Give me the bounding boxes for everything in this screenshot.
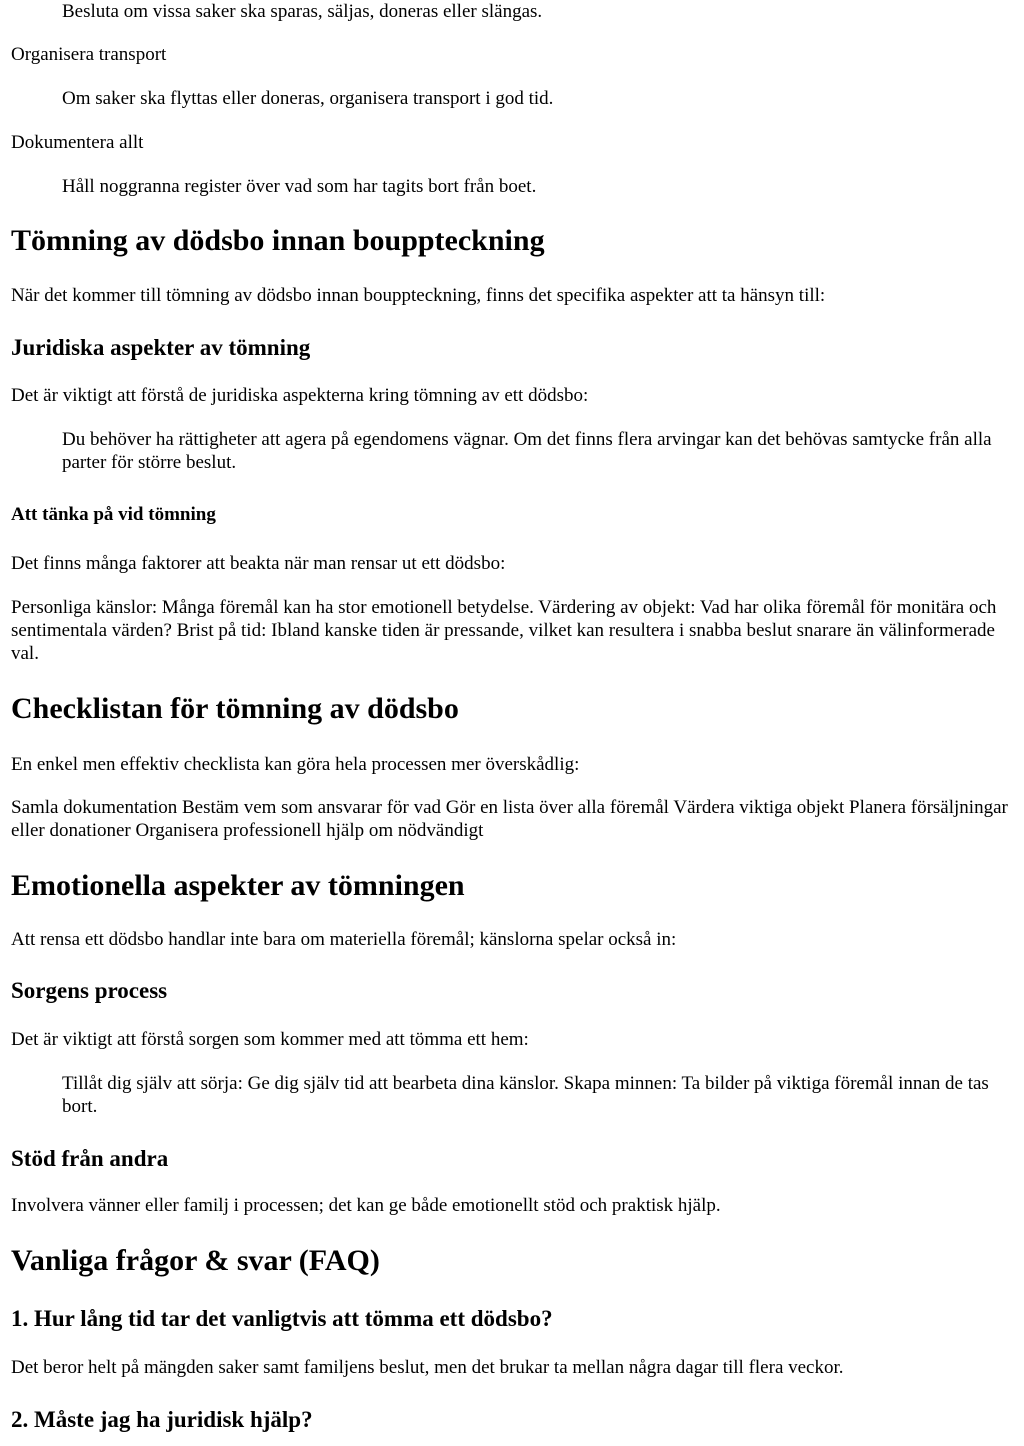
term-document: Dokumentera allt xyxy=(11,132,144,153)
paragraph-emotional-aspects: Att rensa ett dödsbo handlar inte bara om materiella föremål; känslorna spelar också in: xyxy=(11,929,677,950)
paragraph-grief-process: Det är viktigt att förstå sorgen som kommer med att tömma ett hem: xyxy=(11,1029,529,1050)
heading-faq: Vanliga frågor & svar (FAQ) xyxy=(11,1244,380,1277)
definition-sorting: Besluta om vissa saker ska sparas, säljas, doneras eller slängas. xyxy=(62,1,543,22)
faq-question-2: 2. Måste jag ha juridisk hjälp? xyxy=(11,1407,313,1432)
heading-emotional-aspects: Emotionella aspekter av tömningen xyxy=(11,869,465,902)
heading-support: Stöd från andra xyxy=(11,1146,169,1171)
paragraph-feelings: Personliga känslor: Många föremål kan ha stor emotionell betydelse. Värdering av objekt: Vad har olika föremål för monitära och sentimentala värden? Brist på tid: Ibland kanske tiden är pressande, vilket kan resultera i snabba beslut snarare än välinformerade val. xyxy=(11,597,997,664)
paragraph-before-inventory: När det kommer till tömning av dödsbo innan bouppteckning, finns det specifika aspekter att ta hänsyn till: xyxy=(11,285,826,306)
quote-allow-grief: Tillåt dig själv att sörja: Ge dig själv tid att bearbeta dina känslor. Skapa minnen: Ta bilder på viktiga föremål innan de tas bort. xyxy=(62,1073,989,1117)
heading-checklist: Checklistan för tömning av dödsbo xyxy=(11,692,459,725)
paragraph-factors: Det finns många faktorer att beakta när man rensar ut ett dödsbo: xyxy=(11,553,506,574)
heading-grief-process: Sorgens process xyxy=(11,978,168,1003)
paragraph-legal-aspects: Det är viktigt att förstå de juridiska aspekterna kring tömning av ett dödsbo: xyxy=(11,385,589,406)
quote-legal-rights: Du behöver ha rättigheter att agera på egendomens vägnar. Om det finns flera arvingar kan det behövas samtycke från alla parter för större beslut. xyxy=(62,429,992,473)
paragraph-checklist-intro: En enkel men effektiv checklista kan göra hela processen mer överskådlig: xyxy=(11,754,580,775)
definition-document: Håll noggranna register över vad som har tagits bort från boet. xyxy=(62,176,537,197)
paragraph-checklist-items: Samla dokumentation Bestäm vem som ansvarar för vad Gör en lista över alla föremål Värdera viktiga objekt Planera försäljningar eller donationer Organisera professionell hjälp om nödvändigt xyxy=(11,797,1008,841)
paragraph-support: Involvera vänner eller familj i processen; det kan ge både emotionellt stöd och praktisk hjälp. xyxy=(11,1195,721,1216)
heading-before-inventory: Tömning av dödsbo innan bouppteckning xyxy=(11,224,545,257)
definition-transport: Om saker ska flyttas eller doneras, organisera transport i god tid. xyxy=(62,88,554,109)
faq-question-1: 1. Hur lång tid tar det vanligtvis att tömma ett dödsbo? xyxy=(11,1306,553,1331)
term-transport: Organisera transport xyxy=(11,44,167,65)
heading-things-to-consider: Att tänka på vid tömning xyxy=(11,504,216,525)
faq-answer-1: Det beror helt på mängden saker samt familjens beslut, men det brukar ta mellan några dagar till flera veckor. xyxy=(11,1357,844,1378)
heading-legal-aspects: Juridiska aspekter av tömning xyxy=(11,335,311,360)
